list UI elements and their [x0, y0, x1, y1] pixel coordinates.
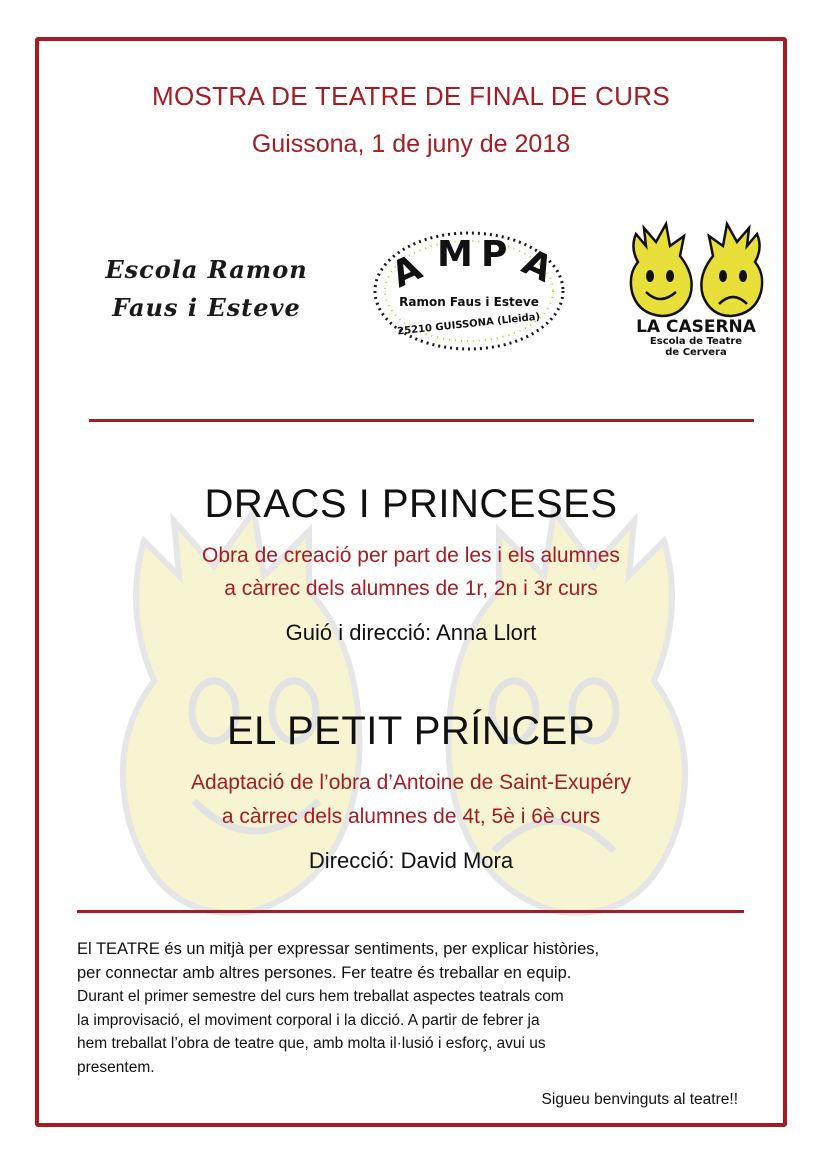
play2-title: EL PETIT PRÍNCEP — [226, 709, 596, 753]
play1-credit: Guió i direcció: Anna Llort — [285, 620, 537, 645]
paragraph-line: la improvisació, el moviment corporal i la dicció. A partir de febrer ja — [77, 1011, 540, 1029]
ampa-letter-p: P — [481, 234, 508, 275]
welcome-message: Sigueu benvinguts al teatre!! — [541, 1091, 738, 1108]
play2-credit: Direcció: David Mora — [308, 848, 514, 873]
school-name-line2: Faus i Esteve — [112, 293, 301, 322]
paragraph-line: El TEATRE és un mitjà per expressar sentiments, per explicar històries, — [77, 940, 600, 958]
event-date: Guissona, 1 de juny de 2018 — [251, 130, 571, 158]
school-name — [84, 251, 329, 327]
play2-cast: a càrrec dels alumnes de 4t, 5è i 6è curs — [221, 805, 601, 828]
paragraph-line: presentem. — [77, 1058, 155, 1076]
description-paragraph — [77, 938, 747, 1079]
la-caserna-subtitle-line2: de Cervera — [665, 347, 727, 356]
la-caserna-name: LA CASERNA — [636, 317, 756, 337]
la-caserna-subtitle-line1: Escola de Teatre — [649, 336, 743, 347]
ampa-letter-a1: A — [385, 247, 429, 297]
divider-top — [89, 419, 754, 422]
paragraph-line: hem treballat l’obra de teatre que, amb molta il·lusió i esforç, avui us — [77, 1035, 546, 1052]
event-title: MOSTRA DE TEATRE DE FINAL DE CURS — [152, 81, 670, 111]
play1-description: Obra de creació per part de les i els alumnes — [202, 544, 620, 567]
ampa-address: 25210 GUISSONA (Lleida) — [396, 311, 541, 338]
ampa-letter-a2: A — [515, 241, 559, 291]
paragraph-line: Durant el primer semestre del curs hem treballat aspectes teatrals com — [77, 988, 564, 1005]
ampa-logo — [369, 226, 569, 356]
ampa-name: Ramon Faus i Esteve — [399, 295, 539, 309]
ampa-letter-m: M — [437, 234, 473, 275]
divider-bottom — [77, 910, 744, 913]
poster-content — [39, 41, 783, 1123]
poster-frame — [35, 37, 787, 1127]
school-name-line1: Escola Ramon — [105, 255, 308, 284]
play1-title: DRACS I PRINCESES — [204, 482, 618, 526]
paragraph-line: per connectar amb altres persones. Fer teatre és treballar en equip. — [77, 963, 572, 982]
play1-cast: a càrrec dels alumnes de 1r, 2n i 3r curs — [224, 577, 598, 600]
la-caserna-logo — [624, 216, 769, 356]
play2-description: Adaptació de l’obra d’Antoine de Saint-Exupéry — [190, 771, 632, 794]
